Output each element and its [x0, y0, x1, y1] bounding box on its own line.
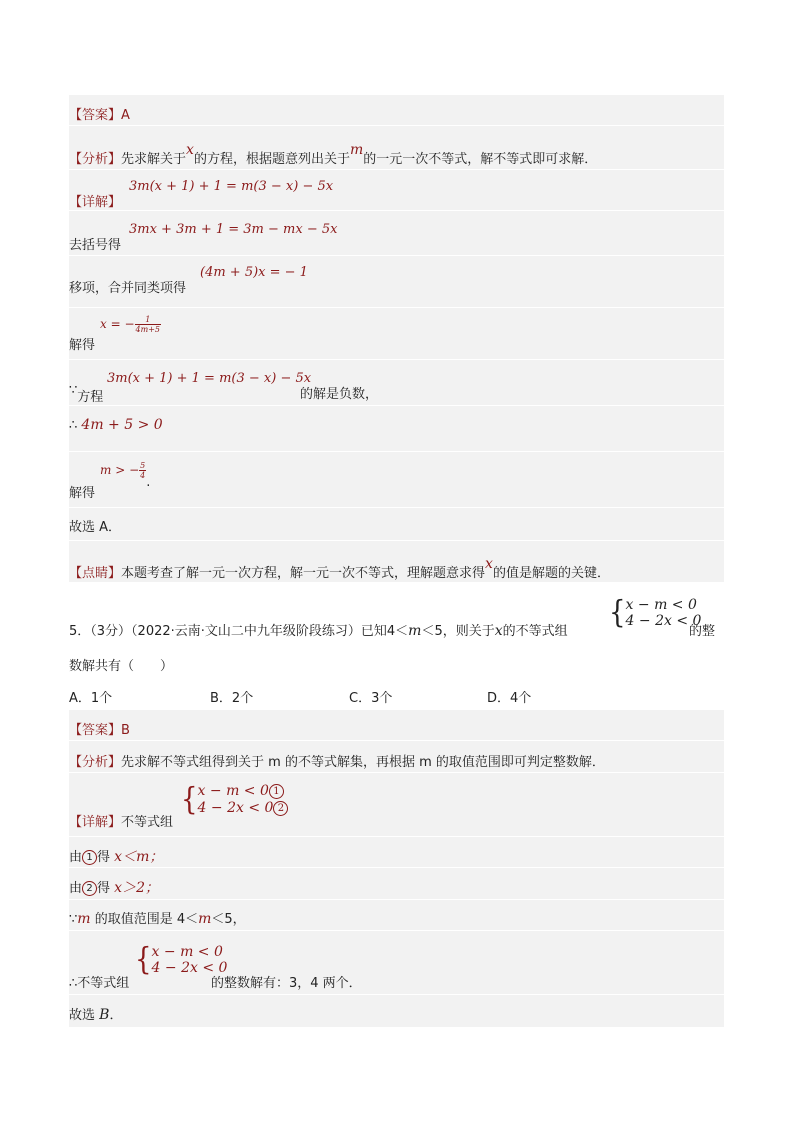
analysis-text-b: 的方程，根据题意列出关于 [193, 152, 350, 167]
question5-sys-line1: x − m < 0 [625, 597, 697, 613]
question5-var-x: x [494, 623, 503, 639]
from2-line [69, 877, 159, 897]
step3-numerator: 1 [135, 315, 161, 325]
from2-eq: x＞2； [114, 880, 159, 896]
step6-label: 解得 [69, 486, 96, 501]
conclusion-label: 不等式组 [77, 976, 130, 991]
step4-line [69, 379, 104, 405]
option-a[interactable]: A．1个 [69, 691, 113, 706]
question5-text-c: 的不等式组 [502, 624, 568, 639]
analysis-text-c: 的一元一次不等式，解不等式即可求解． [363, 152, 598, 167]
comment-text-b: 的值是解题的关键． [492, 566, 610, 581]
comment-tag: 【点睛】 [69, 566, 122, 581]
question5-system [609, 597, 701, 629]
range-end: ＜5， [211, 912, 246, 927]
answer-value: B [121, 723, 130, 738]
step5-line [69, 417, 163, 433]
answer-tag: 【答案】 [69, 723, 122, 738]
option-b[interactable]: B．2个 [210, 691, 254, 706]
detail-system [181, 783, 288, 817]
step3-lhs: x = − [100, 317, 135, 331]
choose-c: ． [109, 1008, 123, 1023]
detail-sys-row2 [198, 800, 289, 817]
step1-label: 去括号得 [69, 238, 122, 253]
answer-tag: 【答案】 [69, 108, 122, 123]
conclusion-brace: { [135, 942, 152, 978]
analysis-text-a: 先求解关于 [121, 152, 187, 167]
solution-block-q4 [69, 95, 724, 582]
detail-sys-line1: x − m < 0 [197, 783, 269, 799]
conclusion-label-line [69, 972, 129, 991]
detail-label: 不等式组 [121, 815, 174, 830]
from2-b: 得 [97, 881, 111, 896]
solution-block-q5 [69, 710, 724, 1027]
range-text: 的取值范围是 4＜ [90, 912, 199, 927]
from1-b: 得 [97, 850, 111, 865]
step6-denominator: 4 [140, 471, 146, 480]
step3-equation [100, 315, 161, 334]
from1-a: 由 [69, 850, 83, 865]
because-symbol: ∵ [69, 912, 78, 927]
detail-equation: 3m(x + 1) + 1 = m(3 − x) − 5x [129, 179, 334, 194]
analysis-var-x: x [186, 142, 194, 158]
choose-a: 故选 [69, 1008, 100, 1023]
therefore-symbol: ∴ [69, 976, 78, 991]
step6-numerator: 5 [140, 461, 146, 470]
step6-lhs: m > − [100, 463, 140, 477]
question5-line2: 数解共有（ ） [69, 659, 174, 674]
from2-a: 由 [69, 881, 83, 896]
detail-tag: 【详解】 [69, 195, 122, 210]
question5-brace: { [609, 595, 626, 631]
choose-b: B [99, 1007, 110, 1023]
comment-text-a: 本题考查了解一元一次方程，解一元一次不等式，理解题意求得 [121, 566, 486, 581]
question5-number: 5．（3分）（2022·云南·文山二中九年级阶段练习）已知4＜ [69, 624, 409, 639]
choose-line [69, 1004, 122, 1023]
detail-tag-line [69, 191, 121, 210]
option-d[interactable]: D．4个 [487, 691, 532, 706]
step6-end: . [146, 475, 151, 490]
conclusion-sys-line1: x − m < 0 [151, 944, 223, 960]
step4-text: 的解是负数， [300, 387, 379, 402]
analysis-line [69, 142, 598, 167]
analysis-tag: 【分析】 [69, 152, 122, 167]
step1-equation: 3mx + 3m + 1 = 3m − mx − 5x [129, 222, 338, 237]
step3-denominator: 4m+5 [135, 325, 160, 334]
step5-equation: 4m + 5 > 0 [81, 417, 163, 433]
comment-var-x: x [485, 556, 493, 572]
analysis-var-m: m [349, 142, 364, 158]
detail-tag: 【详解】 [69, 815, 122, 830]
therefore-symbol: ∴ [69, 418, 78, 433]
question5-line1 [69, 620, 568, 639]
range-line [69, 908, 246, 927]
circle-1-icon: 1 [82, 850, 97, 865]
answer-line [69, 104, 130, 123]
circle-2-icon: 2 [273, 801, 288, 816]
from1-line [69, 846, 163, 866]
choose-line: 故选 A． [69, 520, 122, 535]
range-var-m2: m [198, 911, 212, 927]
step3-label: 解得 [69, 338, 96, 353]
analysis-line [69, 751, 605, 770]
detail-sys-row1 [198, 783, 289, 800]
step3-fraction [135, 315, 161, 334]
detail-sys-line2: 4 − 2x < 0 [197, 800, 274, 816]
detail-brace: { [181, 782, 198, 818]
comment-line [69, 556, 610, 581]
step4-equation: 3m(x + 1) + 1 = m(3 − x) − 5x [107, 371, 312, 386]
option-c[interactable]: C．3个 [349, 691, 393, 706]
analysis-text: 先求解不等式组得到关于 m 的不等式解集，再根据 m 的取值范围即可判定整数解． [121, 755, 605, 770]
step6-equation [100, 461, 151, 490]
from1-eq: x＜m； [114, 849, 164, 865]
step2-label: 移项，合并同类项得 [69, 281, 187, 296]
question5-text-b: ＜5，则关于 [421, 624, 495, 639]
detail-line [69, 811, 173, 830]
question5-text-d: 的整 [689, 624, 716, 639]
answer-line [69, 719, 130, 738]
step4-label: 方程 [77, 390, 104, 405]
answer-value: A [121, 108, 130, 123]
step2-equation: (4m + 5)x = − 1 [200, 265, 308, 280]
circle-1-icon: 1 [269, 784, 284, 799]
conclusion-sys-line2: 4 − 2x < 0 [151, 960, 228, 976]
analysis-tag: 【分析】 [69, 755, 122, 770]
range-var-m: m [77, 911, 91, 927]
detail-system-lines [198, 783, 289, 817]
question5-var-m: m [408, 623, 422, 639]
circle-2-icon: 2 [82, 881, 97, 896]
conclusion-text: 的整数解有：3，4 两个． [211, 976, 362, 991]
because-symbol: ∵ [69, 383, 78, 398]
question5-sys-line2: 4 − 2x < 0 [625, 613, 702, 629]
